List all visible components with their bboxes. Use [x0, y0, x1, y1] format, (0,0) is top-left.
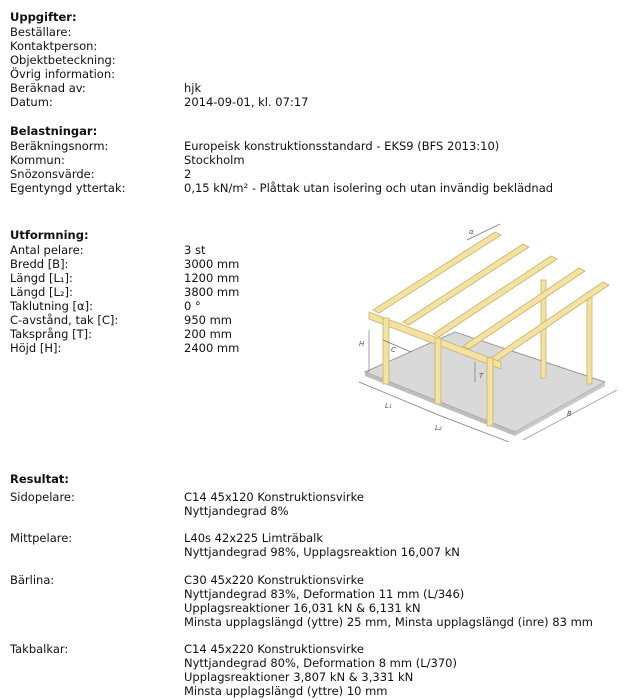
post	[587, 292, 592, 384]
uppgifter-label: Övrig information:	[10, 67, 115, 81]
belastningar-heading: Belastningar:	[10, 124, 98, 138]
result-label: Takbalkar:	[10, 642, 69, 656]
uppgifter-value: 2014-09-01, kl. 07:17	[184, 95, 309, 109]
utformning-value: 0 °	[184, 299, 201, 313]
uppgifter-heading: Uppgifter:	[10, 10, 77, 24]
result-line: C14 45x220 Konstruktionsvirke	[184, 642, 364, 656]
result-line: Upplagsreaktioner 16,031 kN & 6,131 kN	[184, 601, 421, 615]
belastningar-label: Beräkningsnorm:	[10, 139, 109, 153]
uppgifter-label: Beräknad av:	[10, 81, 86, 95]
utformning-label: Höjd [H]:	[10, 341, 62, 355]
t-label: T	[479, 372, 484, 380]
utformning-value: 3 st	[184, 243, 206, 257]
result-line: Minsta upplagslängd (yttre) 25 mm, Minsta upplagslängd (inre) 83 mm	[184, 615, 593, 629]
utformning-label: Längd [L₂]:	[10, 285, 73, 299]
utformning-label: Bredd [B]:	[10, 257, 69, 271]
l1-label: L₁	[385, 402, 392, 410]
utformning-value: 1200 mm	[184, 271, 240, 285]
belastningar-value: 2	[184, 167, 192, 181]
utformning-value: 3000 mm	[184, 257, 240, 271]
uppgifter-label: Datum:	[10, 95, 53, 109]
b-label: B	[567, 410, 572, 418]
belastningar-label: Egentyngd yttertak:	[10, 181, 126, 195]
post	[487, 358, 493, 426]
post	[435, 338, 441, 404]
resultat-heading: Resultat:	[10, 472, 69, 486]
utformning-value: 2400 mm	[184, 341, 240, 355]
uppgifter-label: Objektbeteckning:	[10, 53, 116, 67]
utformning-label: Taklutning [α]:	[10, 299, 93, 313]
uppgifter-value: hjk	[184, 81, 202, 95]
utformning-value: 200 mm	[184, 327, 233, 341]
result-line: Nyttjandegrad 8%	[184, 504, 289, 518]
utformning-label: Antal pelare:	[10, 243, 84, 257]
belastningar-value: Europeisk konstruktionsstandard - EKS9 (BFS 2013:10)	[184, 139, 500, 153]
belastningar-label: Snözonsvärde:	[10, 167, 95, 181]
l2-label: L₂	[435, 424, 442, 432]
belastningar-label: Kommun:	[10, 153, 65, 167]
h-label: H	[359, 340, 365, 348]
utformning-value: 950 mm	[184, 313, 233, 327]
carport-diagram	[355, 222, 625, 442]
c-label: C	[391, 346, 396, 354]
utformning-label: C-avstånd, tak [C]:	[10, 313, 119, 327]
uppgifter-label: Kontaktperson:	[10, 39, 98, 53]
result-line: L40s 42x225 Limträbalk	[184, 531, 324, 545]
result-label: Bärlina:	[10, 573, 55, 587]
utformning-value: 3800 mm	[184, 285, 240, 299]
utformning-label: Längd [L₁]:	[10, 271, 73, 285]
utformning-heading: Utformning:	[10, 228, 89, 242]
result-label: Mittpelare:	[10, 531, 73, 545]
utformning-label: Taksprång [T]:	[10, 327, 93, 341]
result-line: C30 45x220 Konstruktionsvirke	[184, 573, 364, 587]
result-line: Minsta upplagslängd (yttre) 10 mm	[184, 684, 388, 698]
belastningar-value: 0,15 kN/m² - Plåttak utan isolering och utan invändig beklädnad	[184, 181, 554, 195]
result-line: Nyttjandegrad 98%, Upplagsreaktion 16,007 kN	[184, 545, 460, 559]
result-line: Nyttjandegrad 80%, Deformation 8 mm (L/370)	[184, 656, 457, 670]
result-line: Nyttjandegrad 83%, Deformation 11 mm (L/346)	[184, 587, 465, 601]
result-label: Sidopelare:	[10, 490, 75, 504]
belastningar-value: Stockholm	[184, 153, 245, 167]
post	[383, 318, 389, 384]
uppgifter-label: Beställare:	[10, 25, 72, 39]
result-line: C14 45x120 Konstruktionsvirke	[184, 490, 364, 504]
result-line: Upplagsreaktioner 3,807 kN & 3,331 kN	[184, 670, 414, 684]
alpha-label: α	[469, 228, 474, 236]
